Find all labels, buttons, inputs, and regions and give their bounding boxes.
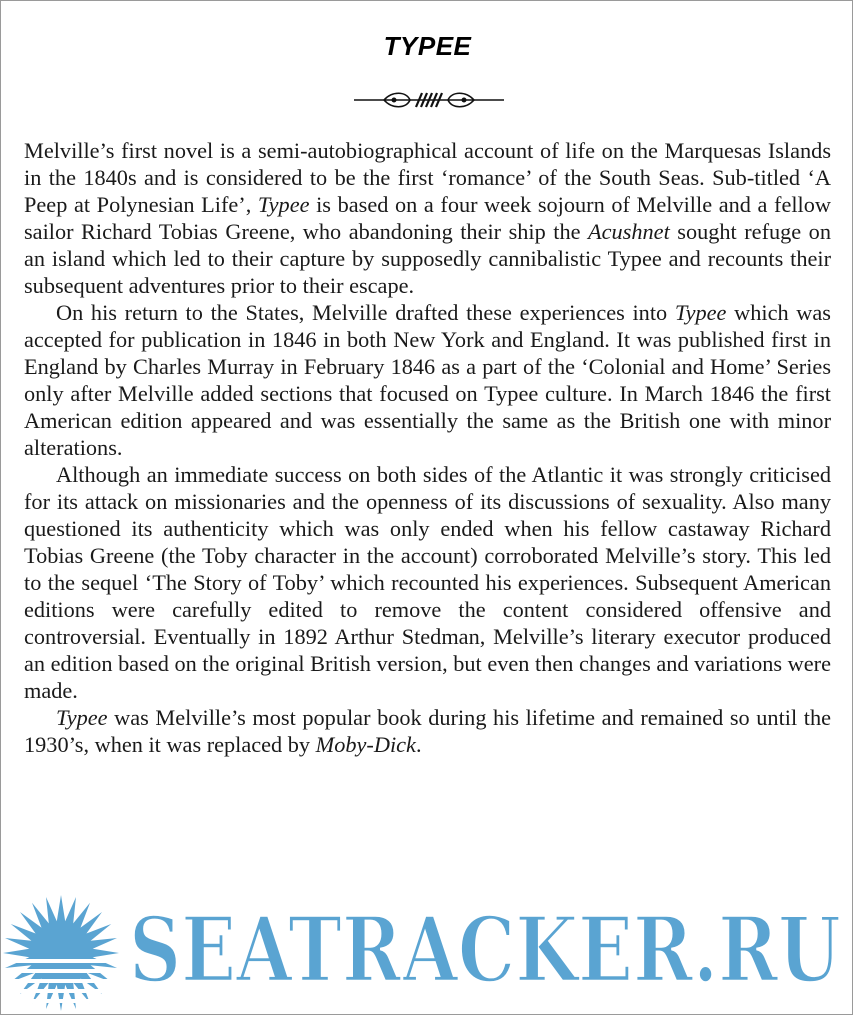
italic-title: Typee [56, 705, 108, 730]
paragraph [24, 137, 831, 299]
text-run: Although an immediate success on both sides of the Atlantic it was strongly criticised for its attack on missionaries and the openness of its discussions of sexuality. Also many questioned its authenticity which was only ended when his fellow castaway Richard Tobias Greene (the Toby character in the account) corroborated Melville’s story. This led to the sequel ‘The Story of Toby’ which recounted his experiences. Subsequent American editions were carefully edited to remove the content considered offensive and controversial. Eventually in 1892 Arthur Stedman, Melville’s literary executor produced an edition based on the original British version, but even then changes and variations were made. [24, 462, 831, 703]
paragraph [24, 704, 831, 758]
text-run: was Melville’s most popular book during his lifetime and remained so until the 1930’s, when it was replaced by [24, 705, 831, 757]
text-run: Melville’s first novel is a semi-autobiographical account of life on the Marquesas Islands in the 1840s and is considered to be the first ‘romance’ of the South Seas. Sub-titled ‘A Peep at Polynesian Life’, [24, 138, 831, 217]
body-text [24, 137, 831, 758]
italic-title: Acushnet [588, 219, 670, 244]
text-run: which was accepted for publication in 1846 in both New York and England. It was published first in England by Charles Murray in February 1846 as a part of the ‘Colonial and Home’ Series only after Melville added sections that focused on Typee culture. In March 1846 the first American edition appeared and was essentially the same as the British one with minor alterations. [24, 300, 831, 460]
italic-title: Typee [674, 300, 727, 325]
paragraph [24, 461, 831, 704]
paragraph [24, 299, 831, 461]
text-run: sought refuge on an island which led to their capture by supposedly cannibalistic Typee and recounts their subsequent adventures prior to their escape. [24, 219, 831, 298]
text-run: . [415, 732, 422, 757]
text-run: On his return to the States, Melville drafted these experiences into [56, 300, 675, 325]
watermark-text: SEATRACKER.RU [129, 897, 841, 1003]
sun-icon [3, 895, 119, 1011]
watermark-logo [1, 889, 853, 1016]
italic-title: Typee [257, 192, 310, 217]
page-title: TYPEE [383, 31, 472, 61]
italic-title: Moby-Dick [315, 732, 416, 757]
ornament-divider-icon [354, 87, 504, 113]
text-run: is based on a four week sojourn of Melville and a fellow sailor Richard Tobias Greene, who abandoning their ship the [24, 192, 831, 244]
